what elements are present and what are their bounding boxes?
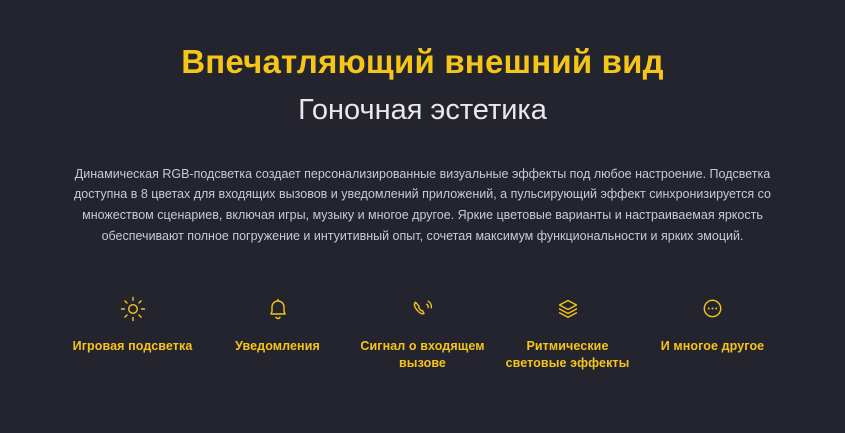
feature-label: И многое другое	[660, 339, 765, 353]
sun-rays-icon	[120, 292, 146, 326]
feature-list	[0, 292, 845, 372]
layers-icon	[554, 292, 582, 326]
feature-label: Сигнал о входящем вызове	[360, 339, 485, 370]
page-title: Впечатляющий внешний вид	[181, 43, 664, 80]
feature-label: Уведомления	[235, 339, 320, 353]
phone-call-icon	[409, 292, 437, 326]
feature-item-rhythmic-effects	[495, 292, 640, 372]
feature-item-notifications	[205, 292, 350, 355]
feature-item-incoming-call	[350, 292, 495, 372]
feature-item-gaming-light	[60, 292, 205, 355]
feature-label: Ритмические световые эффекты	[505, 339, 630, 370]
bell-icon	[265, 292, 291, 326]
feature-item-more	[640, 292, 785, 355]
page-subtitle: Гоночная эстетика	[298, 94, 547, 127]
feature-label: Игровая подсветка	[72, 339, 193, 353]
description-paragraph: Динамическая RGB-подсветка создает персонализированные визуальные эффекты под любое настроение. Подсветка доступна в 8 цветах для входящих вызовов и уведомлений приложений, а пульсирующий эффект синхронизируется со множеством сценариев, включая игры, музыку и многое другое. Яркие цветовые варианты и настраиваемая яркость обеспечивают полное погружение и интуитивный опыт, сочетая максимум функциональности и ярких эмоций.	[74, 166, 771, 243]
ellipsis-bubble-icon	[699, 292, 726, 326]
